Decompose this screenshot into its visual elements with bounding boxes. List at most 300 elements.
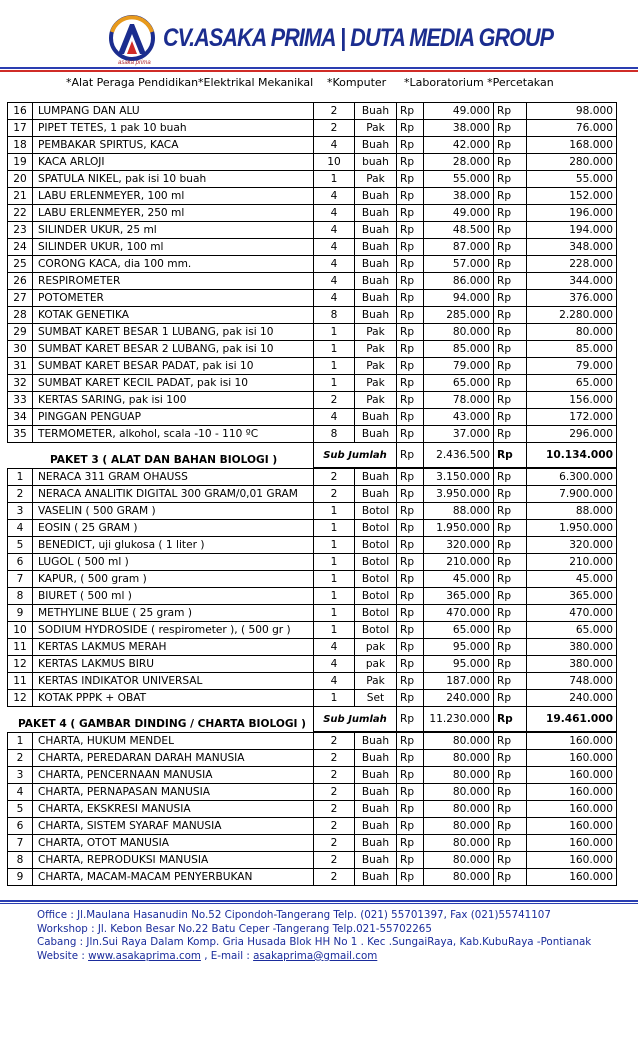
item-name: EOSIN ( 25 GRAM ) bbox=[33, 520, 314, 537]
row-number: 2 bbox=[8, 750, 33, 767]
item-name: CHARTA, REPRODUKSI MANUSIA bbox=[33, 852, 314, 869]
row-number: 19 bbox=[8, 154, 33, 171]
quantity: 2 bbox=[314, 852, 355, 869]
unit-price: 37.000 bbox=[424, 426, 494, 443]
currency-cell: Rp bbox=[494, 818, 527, 835]
unit: Buah bbox=[355, 835, 397, 852]
line-total: 6.300.000 bbox=[527, 469, 617, 486]
row-number: 4 bbox=[8, 784, 33, 801]
unit: pak bbox=[355, 639, 397, 656]
line-total: 65.000 bbox=[527, 375, 617, 392]
line-total: 348.000 bbox=[527, 239, 617, 256]
line-total: 380.000 bbox=[527, 656, 617, 673]
row-number: 6 bbox=[8, 554, 33, 571]
row-number: 12 bbox=[8, 690, 33, 707]
unit: Buah bbox=[355, 222, 397, 239]
currency-cell: Rp bbox=[397, 137, 424, 154]
currency-cell: Rp bbox=[397, 486, 424, 503]
currency-cell: Rp bbox=[397, 290, 424, 307]
quantity: 1 bbox=[314, 690, 355, 707]
page-header bbox=[0, 0, 638, 100]
items-table-paket-3 bbox=[7, 468, 617, 732]
unit-price: 240.000 bbox=[424, 690, 494, 707]
currency-cell: Rp bbox=[397, 324, 424, 341]
unit-price: 285.000 bbox=[424, 307, 494, 324]
item-name: SUMBAT KARET BESAR 1 LUBANG, pak isi 10 bbox=[33, 324, 314, 341]
unit-price: 55.000 bbox=[424, 171, 494, 188]
unit-price: 80.000 bbox=[424, 835, 494, 852]
table-row bbox=[8, 205, 617, 222]
line-total: 152.000 bbox=[527, 188, 617, 205]
unit-price: 187.000 bbox=[424, 673, 494, 690]
currency-cell: Rp bbox=[494, 605, 527, 622]
unit-price: 65.000 bbox=[424, 375, 494, 392]
quantity: 1 bbox=[314, 571, 355, 588]
subtotal-amount: 10.134.000 bbox=[527, 443, 617, 468]
currency-cell: Rp bbox=[494, 443, 527, 468]
unit: Botol bbox=[355, 503, 397, 520]
currency-cell: Rp bbox=[494, 103, 527, 120]
table-row bbox=[8, 673, 617, 690]
table-row bbox=[8, 622, 617, 639]
currency-cell: Rp bbox=[397, 103, 424, 120]
quantity: 2 bbox=[314, 767, 355, 784]
currency-cell: Rp bbox=[397, 869, 424, 886]
currency-cell: Rp bbox=[397, 503, 424, 520]
currency-cell: Rp bbox=[397, 188, 424, 205]
table-row bbox=[8, 554, 617, 571]
currency-cell: Rp bbox=[397, 801, 424, 818]
unit: Buah bbox=[355, 188, 397, 205]
unit-price: 57.000 bbox=[424, 256, 494, 273]
row-number: 20 bbox=[8, 171, 33, 188]
line-total: 160.000 bbox=[527, 818, 617, 835]
line-total: 228.000 bbox=[527, 256, 617, 273]
item-name: KERTAS INDIKATOR UNIVERSAL bbox=[33, 673, 314, 690]
currency-cell: Rp bbox=[397, 818, 424, 835]
currency-cell: Rp bbox=[397, 256, 424, 273]
table-row bbox=[8, 273, 617, 290]
table-row bbox=[8, 120, 617, 137]
row-number: 34 bbox=[8, 409, 33, 426]
currency-cell: Rp bbox=[494, 869, 527, 886]
item-name: SUMBAT KARET KECIL PADAT, pak isi 10 bbox=[33, 375, 314, 392]
category-item: *Elektrikal Mekanikal bbox=[198, 76, 314, 89]
item-name: CHARTA, EKSKRESI MANUSIA bbox=[33, 801, 314, 818]
currency-cell: Rp bbox=[494, 290, 527, 307]
currency-cell: Rp bbox=[494, 733, 527, 750]
table-row bbox=[8, 103, 617, 120]
item-name: SUMBAT KARET BESAR 2 LUBANG, pak isi 10 bbox=[33, 341, 314, 358]
website-link[interactable]: www.asakaprima.com bbox=[88, 949, 201, 962]
item-name: CHARTA, SISTEM SYARAF MANUSIA bbox=[33, 818, 314, 835]
currency-cell: Rp bbox=[494, 537, 527, 554]
table-row bbox=[8, 852, 617, 869]
line-total: 45.000 bbox=[527, 571, 617, 588]
unit: Pak bbox=[355, 324, 397, 341]
item-name: SODIUM HYDROSIDE ( respirometer ), ( 500 gr ) bbox=[33, 622, 314, 639]
unit-price: 80.000 bbox=[424, 784, 494, 801]
row-number: 5 bbox=[8, 537, 33, 554]
currency-cell: Rp bbox=[397, 690, 424, 707]
line-total: 168.000 bbox=[527, 137, 617, 154]
quantity: 1 bbox=[314, 375, 355, 392]
line-total: 344.000 bbox=[527, 273, 617, 290]
line-total: 98.000 bbox=[527, 103, 617, 120]
currency-cell: Rp bbox=[494, 503, 527, 520]
quantity: 2 bbox=[314, 103, 355, 120]
currency-cell: Rp bbox=[494, 239, 527, 256]
currency-cell: Rp bbox=[397, 639, 424, 656]
unit: Buah bbox=[355, 273, 397, 290]
quantity: 1 bbox=[314, 324, 355, 341]
header-divider-blue bbox=[0, 67, 638, 69]
table-row bbox=[8, 375, 617, 392]
table-row bbox=[8, 818, 617, 835]
quantity: 8 bbox=[314, 426, 355, 443]
row-number: 17 bbox=[8, 120, 33, 137]
unit-price: 45.000 bbox=[424, 571, 494, 588]
unit: Buah bbox=[355, 733, 397, 750]
item-name: CHARTA, HUKUM MENDEL bbox=[33, 733, 314, 750]
unit-price: 42.000 bbox=[424, 137, 494, 154]
item-name: CHARTA, PENCERNAAN MANUSIA bbox=[33, 767, 314, 784]
item-name: NERACA ANALITIK DIGITAL 300 GRAM/0,01 GRAM bbox=[33, 486, 314, 503]
row-number: 31 bbox=[8, 358, 33, 375]
currency-cell: Rp bbox=[397, 426, 424, 443]
item-name: KACA ARLOJI bbox=[33, 154, 314, 171]
quantity: 1 bbox=[314, 605, 355, 622]
currency-cell: Rp bbox=[494, 358, 527, 375]
quantity: 4 bbox=[314, 639, 355, 656]
quantity: 4 bbox=[314, 239, 355, 256]
row-number: 35 bbox=[8, 426, 33, 443]
item-name: TERMOMETER, alkohol, scala -10 - 110 ºC bbox=[33, 426, 314, 443]
row-number: 9 bbox=[8, 605, 33, 622]
quantity: 4 bbox=[314, 673, 355, 690]
row-number: 26 bbox=[8, 273, 33, 290]
item-name: KOTAK PPPK + OBAT bbox=[33, 690, 314, 707]
row-number: 1 bbox=[8, 469, 33, 486]
unit-price: 470.000 bbox=[424, 605, 494, 622]
item-name: BENEDICT, uji glukosa ( 1 liter ) bbox=[33, 537, 314, 554]
line-total: 160.000 bbox=[527, 733, 617, 750]
currency-cell: Rp bbox=[494, 784, 527, 801]
row-number: 29 bbox=[8, 324, 33, 341]
quantity: 4 bbox=[314, 137, 355, 154]
currency-cell: Rp bbox=[494, 767, 527, 784]
unit-price: 80.000 bbox=[424, 324, 494, 341]
unit: Botol bbox=[355, 520, 397, 537]
unit: Pak bbox=[355, 375, 397, 392]
table-row bbox=[8, 605, 617, 622]
row-number: 3 bbox=[8, 767, 33, 784]
company-name: CV.ASAKA PRIMA | DUTA MEDIA GROUP bbox=[163, 24, 554, 52]
category-item: *Laboratorium *Percetakan bbox=[404, 76, 554, 89]
unit-price: 85.000 bbox=[424, 341, 494, 358]
table-row bbox=[8, 324, 617, 341]
row-number: 27 bbox=[8, 290, 33, 307]
currency-cell: Rp bbox=[397, 767, 424, 784]
line-total: 172.000 bbox=[527, 409, 617, 426]
table-row bbox=[8, 733, 617, 750]
currency-cell: Rp bbox=[494, 622, 527, 639]
currency-cell: Rp bbox=[494, 426, 527, 443]
row-number: 7 bbox=[8, 835, 33, 852]
unit: Buah bbox=[355, 869, 397, 886]
unit: Buah bbox=[355, 205, 397, 222]
currency-cell: Rp bbox=[494, 188, 527, 205]
quantity: 1 bbox=[314, 358, 355, 375]
unit-price: 88.000 bbox=[424, 503, 494, 520]
table-row bbox=[8, 426, 617, 443]
currency-cell: Rp bbox=[397, 852, 424, 869]
unit-price: 210.000 bbox=[424, 554, 494, 571]
currency-cell: Rp bbox=[494, 222, 527, 239]
currency-cell: Rp bbox=[494, 656, 527, 673]
unit-price: 365.000 bbox=[424, 588, 494, 605]
line-total: 160.000 bbox=[527, 750, 617, 767]
currency-cell: Rp bbox=[494, 307, 527, 324]
items-table-paket-4 bbox=[7, 732, 617, 886]
currency-cell: Rp bbox=[494, 205, 527, 222]
row-number: 6 bbox=[8, 818, 33, 835]
table-row bbox=[8, 154, 617, 171]
item-name: PINGGAN PENGUAP bbox=[33, 409, 314, 426]
currency-cell: Rp bbox=[397, 205, 424, 222]
item-name: LABU ERLENMEYER, 250 ml bbox=[33, 205, 314, 222]
currency-cell: Rp bbox=[397, 835, 424, 852]
line-total: 88.000 bbox=[527, 503, 617, 520]
quantity: 4 bbox=[314, 656, 355, 673]
unit-price: 80.000 bbox=[424, 750, 494, 767]
page-footer bbox=[37, 909, 591, 963]
table-row bbox=[8, 571, 617, 588]
table-row bbox=[8, 869, 617, 886]
unit-price: 320.000 bbox=[424, 537, 494, 554]
currency-cell: Rp bbox=[494, 571, 527, 588]
website-label: Website : bbox=[37, 949, 89, 962]
line-total: 85.000 bbox=[527, 341, 617, 358]
unit-price: 80.000 bbox=[424, 767, 494, 784]
item-name: KOTAK GENETIKA bbox=[33, 307, 314, 324]
quantity: 1 bbox=[314, 503, 355, 520]
line-total: 7.900.000 bbox=[527, 486, 617, 503]
row-number: 8 bbox=[8, 588, 33, 605]
table-row bbox=[8, 835, 617, 852]
currency-cell: Rp bbox=[397, 409, 424, 426]
row-number: 11 bbox=[8, 673, 33, 690]
row-number: 24 bbox=[8, 239, 33, 256]
currency-cell: Rp bbox=[494, 520, 527, 537]
unit: Buah bbox=[355, 486, 397, 503]
line-total: 160.000 bbox=[527, 852, 617, 869]
currency-cell: Rp bbox=[494, 639, 527, 656]
asaka-logo-icon bbox=[104, 14, 160, 66]
unit-price: 43.000 bbox=[424, 409, 494, 426]
currency-cell: Rp bbox=[494, 588, 527, 605]
table-row bbox=[8, 358, 617, 375]
quantity: 4 bbox=[314, 222, 355, 239]
item-name: SILINDER UKUR, 25 ml bbox=[33, 222, 314, 239]
unit: Botol bbox=[355, 622, 397, 639]
table-row bbox=[8, 690, 617, 707]
table-row bbox=[8, 256, 617, 273]
unit: Set bbox=[355, 690, 397, 707]
unit-price: 49.000 bbox=[424, 103, 494, 120]
line-total: 160.000 bbox=[527, 767, 617, 784]
footer-divider bbox=[0, 903, 638, 904]
line-total: 210.000 bbox=[527, 554, 617, 571]
unit: Botol bbox=[355, 571, 397, 588]
unit-price: 38.000 bbox=[424, 120, 494, 137]
item-name: POTOMETER bbox=[33, 290, 314, 307]
table-row bbox=[8, 137, 617, 154]
item-name: LUGOL ( 500 ml ) bbox=[33, 554, 314, 571]
row-number: 25 bbox=[8, 256, 33, 273]
table-row bbox=[8, 290, 617, 307]
unit: Buah bbox=[355, 307, 397, 324]
unit: Botol bbox=[355, 537, 397, 554]
currency-cell: Rp bbox=[397, 358, 424, 375]
row-number: 21 bbox=[8, 188, 33, 205]
row-number: 30 bbox=[8, 341, 33, 358]
unit: Buah bbox=[355, 767, 397, 784]
currency-cell: Rp bbox=[397, 273, 424, 290]
unit: Pak bbox=[355, 341, 397, 358]
line-total: 1.950.000 bbox=[527, 520, 617, 537]
unit-price: 80.000 bbox=[424, 869, 494, 886]
currency-cell: Rp bbox=[494, 324, 527, 341]
currency-cell: Rp bbox=[494, 375, 527, 392]
line-total: 2.280.000 bbox=[527, 307, 617, 324]
unit-price: 80.000 bbox=[424, 733, 494, 750]
contact-line bbox=[37, 950, 591, 964]
subtotal-price: 2.436.500 bbox=[424, 443, 494, 468]
unit: Pak bbox=[355, 358, 397, 375]
row-number: 28 bbox=[8, 307, 33, 324]
category-item: *Alat Peraga Pendidikan bbox=[66, 76, 199, 89]
currency-cell: Rp bbox=[494, 554, 527, 571]
currency-cell: Rp bbox=[397, 605, 424, 622]
unit-price: 49.000 bbox=[424, 205, 494, 222]
quantity: 1 bbox=[314, 341, 355, 358]
currency-cell: Rp bbox=[494, 707, 527, 732]
row-number: 33 bbox=[8, 392, 33, 409]
currency-cell: Rp bbox=[494, 801, 527, 818]
unit-price: 65.000 bbox=[424, 622, 494, 639]
logo-subtitle: asaka prima bbox=[118, 60, 151, 66]
currency-cell: Rp bbox=[397, 120, 424, 137]
quantity: 1 bbox=[314, 554, 355, 571]
table-row bbox=[8, 784, 617, 801]
quantity: 1 bbox=[314, 588, 355, 605]
currency-cell: Rp bbox=[397, 750, 424, 767]
unit: buah bbox=[355, 154, 397, 171]
email-label: , E-mail : bbox=[200, 949, 254, 962]
line-total: 194.000 bbox=[527, 222, 617, 239]
table-row bbox=[8, 341, 617, 358]
table-row bbox=[8, 392, 617, 409]
unit: Botol bbox=[355, 605, 397, 622]
table-row bbox=[8, 171, 617, 188]
line-total: 380.000 bbox=[527, 639, 617, 656]
unit: Buah bbox=[355, 852, 397, 869]
line-total: 365.000 bbox=[527, 588, 617, 605]
quantity: 2 bbox=[314, 469, 355, 486]
currency-cell: Rp bbox=[494, 409, 527, 426]
section-title-paket-3: PAKET 3 ( ALAT DAN BAHAN BIOLOGI ) bbox=[50, 454, 278, 466]
quantity: 4 bbox=[314, 290, 355, 307]
unit: Buah bbox=[355, 784, 397, 801]
quantity: 4 bbox=[314, 188, 355, 205]
currency-cell: Rp bbox=[494, 273, 527, 290]
table-row bbox=[8, 503, 617, 520]
line-total: 156.000 bbox=[527, 392, 617, 409]
items-table-paket-2 bbox=[7, 102, 617, 468]
quantity: 2 bbox=[314, 120, 355, 137]
row-number: 1 bbox=[8, 733, 33, 750]
subtotal-label: Sub Jumlah bbox=[314, 707, 397, 732]
currency-cell: Rp bbox=[494, 137, 527, 154]
item-name: CHARTA, OTOT MANUSIA bbox=[33, 835, 314, 852]
table-row bbox=[8, 588, 617, 605]
currency-cell: Rp bbox=[494, 154, 527, 171]
row-number: 5 bbox=[8, 801, 33, 818]
category-tagline bbox=[0, 76, 638, 90]
table-row bbox=[8, 656, 617, 673]
currency-cell: Rp bbox=[397, 707, 424, 732]
quantity: 8 bbox=[314, 307, 355, 324]
unit: Pak bbox=[355, 673, 397, 690]
currency-cell: Rp bbox=[397, 171, 424, 188]
table-row bbox=[8, 409, 617, 426]
row-number: 8 bbox=[8, 852, 33, 869]
table-row bbox=[8, 801, 617, 818]
row-number: 16 bbox=[8, 103, 33, 120]
unit: pak bbox=[355, 656, 397, 673]
unit: Buah bbox=[355, 818, 397, 835]
item-name: KERTAS LAKMUS MERAH bbox=[33, 639, 314, 656]
currency-cell: Rp bbox=[397, 571, 424, 588]
unit: Buah bbox=[355, 103, 397, 120]
unit-price: 80.000 bbox=[424, 801, 494, 818]
unit-price: 86.000 bbox=[424, 273, 494, 290]
unit: Buah bbox=[355, 239, 397, 256]
line-total: 80.000 bbox=[527, 324, 617, 341]
item-name: LUMPANG DAN ALU bbox=[33, 103, 314, 120]
item-name: METHYLINE BLUE ( 25 gram ) bbox=[33, 605, 314, 622]
quantity: 4 bbox=[314, 256, 355, 273]
quantity: 2 bbox=[314, 801, 355, 818]
item-name: PIPET TETES, 1 pak 10 buah bbox=[33, 120, 314, 137]
currency-cell: Rp bbox=[397, 622, 424, 639]
table-row bbox=[8, 750, 617, 767]
unit-price: 28.000 bbox=[424, 154, 494, 171]
currency-cell: Rp bbox=[397, 554, 424, 571]
currency-cell: Rp bbox=[397, 520, 424, 537]
email-link[interactable]: asakaprima@gmail.com bbox=[253, 949, 378, 962]
category-item: *Komputer bbox=[327, 76, 387, 89]
quantity: 1 bbox=[314, 520, 355, 537]
unit-price: 87.000 bbox=[424, 239, 494, 256]
unit: Buah bbox=[355, 426, 397, 443]
item-name: CORONG KACA, dia 100 mm. bbox=[33, 256, 314, 273]
quantity: 4 bbox=[314, 205, 355, 222]
unit-price: 80.000 bbox=[424, 818, 494, 835]
unit-price: 94.000 bbox=[424, 290, 494, 307]
currency-cell: Rp bbox=[494, 341, 527, 358]
